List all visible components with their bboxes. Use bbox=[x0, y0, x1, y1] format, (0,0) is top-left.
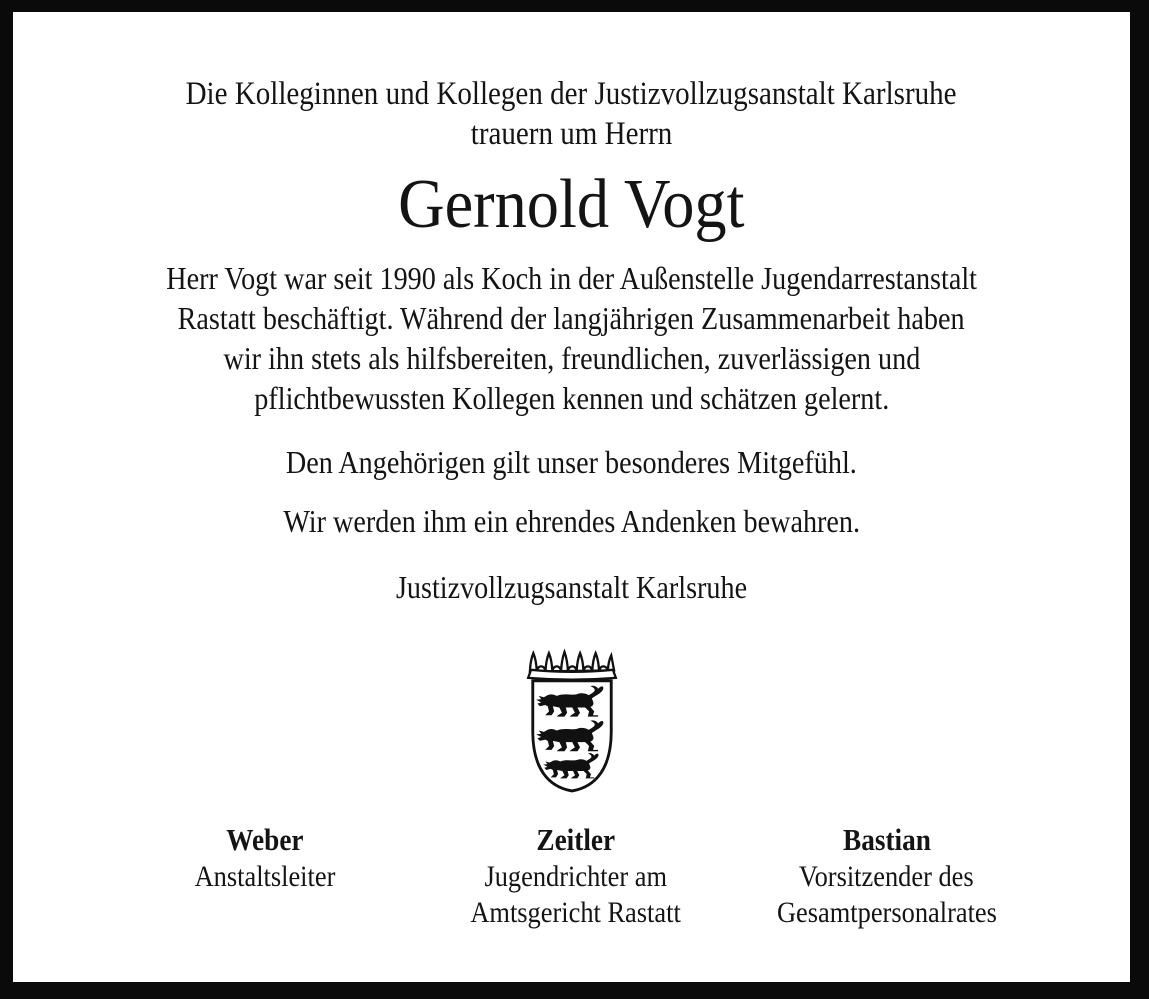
obituary-paper bbox=[13, 12, 1130, 982]
signatory-name: Bastian bbox=[842, 822, 931, 857]
condolence-line: Den Angehörigen gilt unser besonderes Mitgefühl. bbox=[286, 444, 857, 480]
body-line: wir ihn stets als hilfsbereiten, freundlichen, zuverlässigen und bbox=[223, 340, 920, 376]
obituary-paragraph bbox=[13, 258, 1130, 418]
signatory-name: Weber bbox=[225, 822, 304, 857]
signatory-role-line: Amtsgericht Rastatt bbox=[470, 896, 681, 929]
crest-crown-leaves bbox=[529, 652, 613, 672]
signature-column-weber bbox=[109, 821, 420, 931]
organization-line: Justizvollzugsanstalt Karlsruhe bbox=[395, 569, 748, 605]
remembrance-line: Wir werden ihm ein ehrendes Andenken bewahren. bbox=[283, 503, 860, 539]
body-line: pflichtbewussten Kollegen kennen und schätzen gelernt. bbox=[254, 380, 889, 416]
crest-crown-band bbox=[528, 670, 616, 680]
signatory-role-line: Vorsitzender des bbox=[799, 860, 974, 893]
intro-line-2: trauern um Herrn bbox=[470, 116, 673, 152]
signatory-role-line: Jugendrichter am bbox=[484, 860, 667, 893]
obituary-content bbox=[13, 12, 1130, 931]
signatory-name: Zeitler bbox=[536, 822, 615, 857]
body-line: Rastatt beschäftigt. Während der langjährigen Zusammenarbeit haben bbox=[178, 300, 965, 336]
signatory-role-line: Gesamtpersonalrates bbox=[776, 896, 997, 929]
deceased-name: Gernold Vogt bbox=[398, 166, 745, 243]
signature-column-zeitler bbox=[420, 821, 731, 931]
signature-column-bastian bbox=[731, 821, 1042, 931]
signatory-role-line: Anstaltsleiter bbox=[194, 860, 335, 893]
baden-wuerttemberg-coat-of-arms-icon bbox=[514, 645, 630, 795]
intro-line-1: Die Kolleginnen und Kollegen der Justizvollzugsanstalt Karlsruhe bbox=[185, 76, 957, 112]
signatures-row bbox=[13, 821, 1130, 931]
body-line: Herr Vogt war seit 1990 als Koch in der Außenstelle Jugendarrestanstalt bbox=[166, 260, 977, 296]
coat-of-arms bbox=[13, 645, 1130, 795]
